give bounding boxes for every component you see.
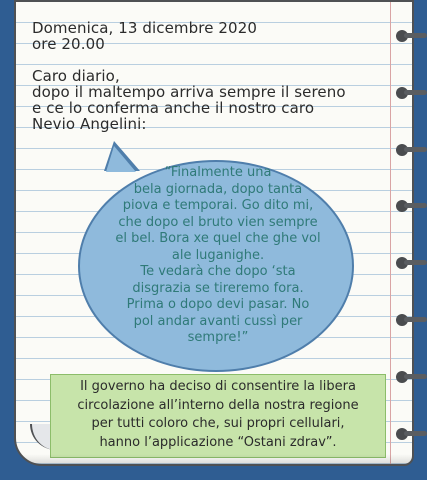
quote-line: disgrazia se tireremo fora. [132,280,304,296]
quote-line: pol andar avanti cussì per [133,313,303,329]
binder-ring-icon [396,428,427,440]
binder-ring-icon [396,30,427,42]
binder-ring-icon [396,314,427,326]
quote-line: el bel. Bora xe quel che ghe vol [115,231,321,246]
binder-ring-icon [396,371,427,383]
binder-ring-icon [396,87,427,99]
entry-date: Domenica, 13 dicembre 2020 [32,19,257,37]
note-line: Il governo ha deciso di consentire la libera [80,379,356,394]
diary-page [14,0,414,466]
note-line: per tutti coloro che, sui propri cellulari, [91,416,345,431]
note-line: circolazione all’interno della nostra regione [77,397,359,413]
quote-line: Te vedarà che dopo ‘sta [140,264,296,279]
binder-ring-icon [396,200,427,212]
entry-line: dopo il maltempo arriva sempre il sereno [32,83,346,101]
binder-ring-icon [396,144,427,156]
note-line: hanno l’applicazione “Ostani zdrav”. [99,434,337,450]
entry-time: ore 20.00 [32,35,105,53]
diary-entry [32,20,382,132]
quote-line: che dopo el bruto vien sempre [118,214,318,230]
page-margin-line [390,2,391,464]
entry-line: Nevio Angelini: [32,115,147,133]
quote-line: piova e temporai. Go dito mi, [122,198,314,213]
quote-line: ale luganighe. [171,247,265,263]
info-note-box [50,374,386,458]
binder-ring-icon [396,257,427,269]
entry-line: e ce lo conferma anche il nostro caro [32,99,315,117]
quote-line: bela giornada, dopo tanta [133,181,303,197]
quote-text [112,165,324,347]
entry-greeting: Caro diario, [32,67,120,85]
quote-line: sempre!” [187,330,249,345]
quote-line: Prima o dopo devi pasar. No [126,297,310,312]
quote-line: “Finalmente una [164,165,272,180]
